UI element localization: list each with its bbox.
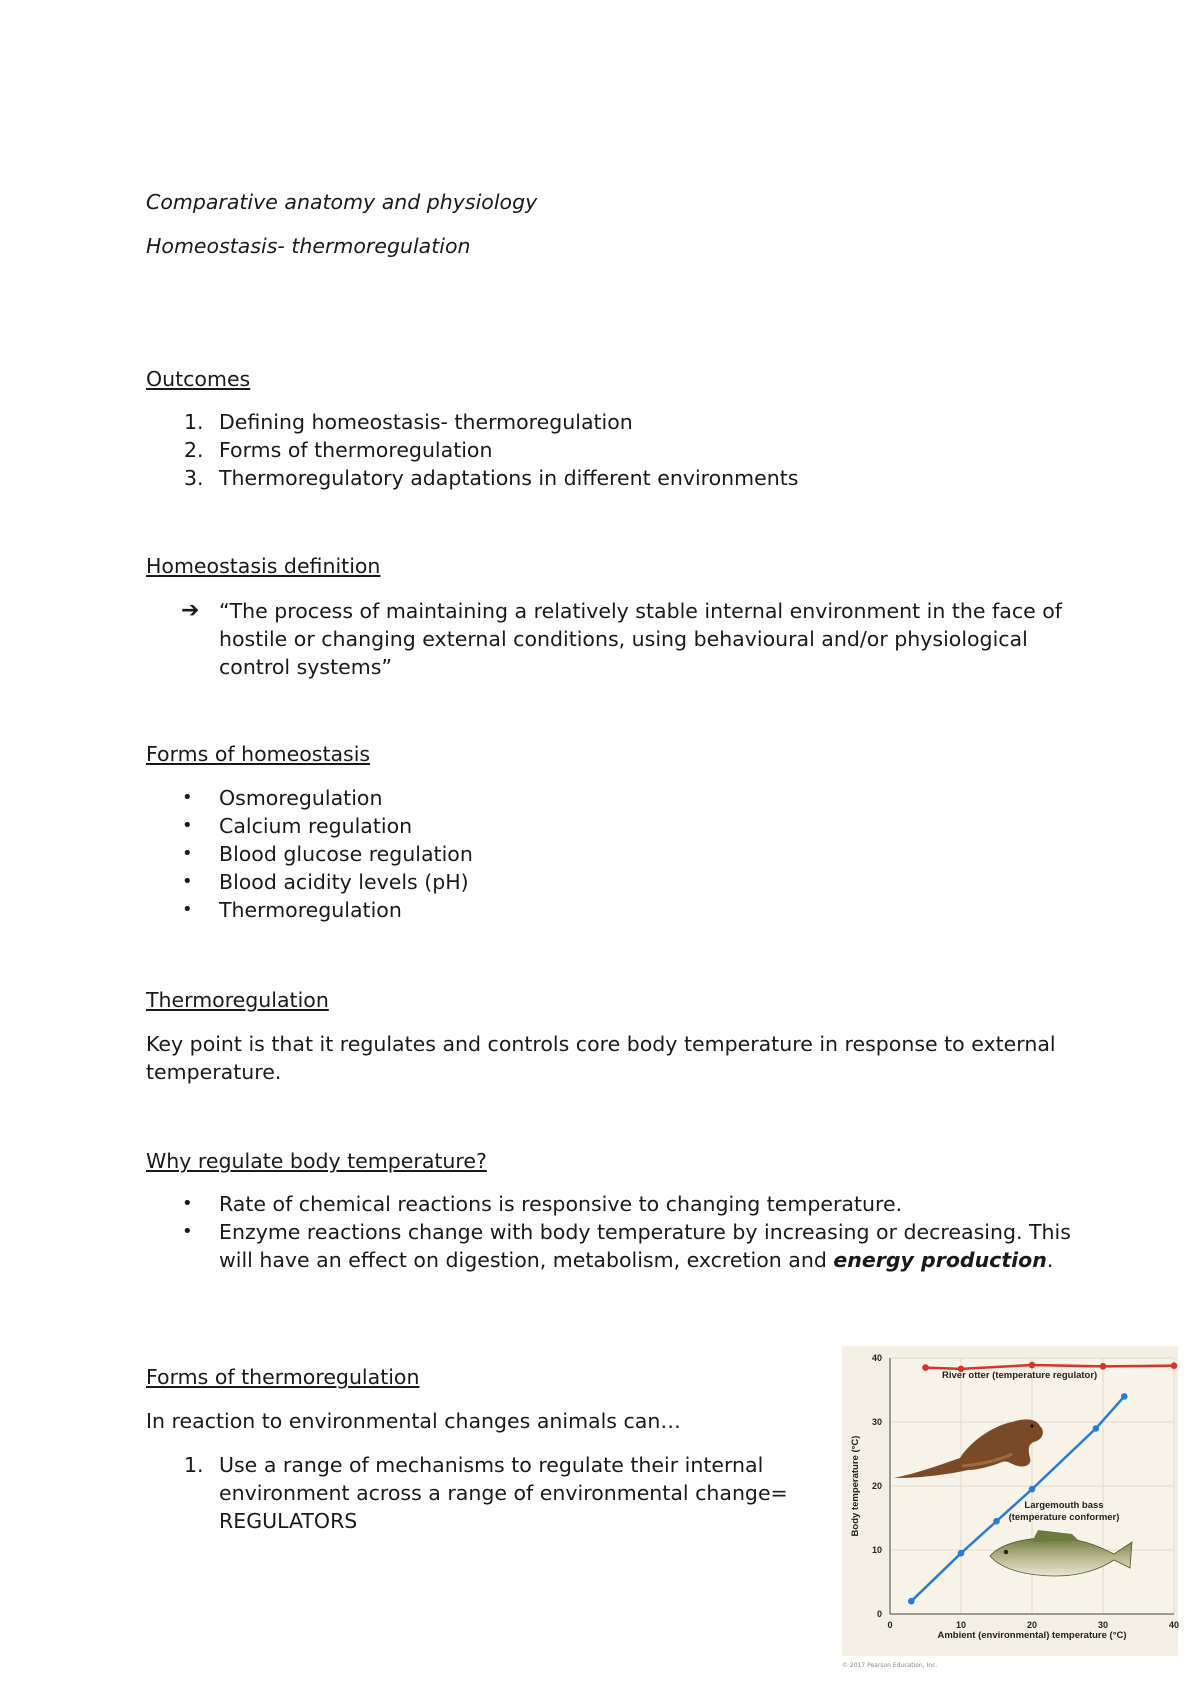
outcomes-heading: Outcomes [146,367,251,391]
list-number: 2. [184,438,204,462]
thermoregulation-body: Key point is that it regulates and controls core body temperature in response to external temperature. [146,1032,1056,1084]
forms-thermo-intro: In reaction to environmental changes animals can… [146,1409,681,1433]
bullet-icon: • [182,1221,193,1242]
list-item-text: Blood acidity levels (pH) [219,870,469,894]
definition-heading: Homeostasis definition [146,554,381,578]
bullet-icon: • [182,899,193,920]
bullet-icon: • [182,1193,193,1214]
figure-credit: © 2017 Pearson Education, Inc. [842,1662,938,1669]
annotation-bass-line2: (temperature conformer) [1008,1512,1120,1523]
list-item-text: Thermoregulation [219,898,402,922]
data-point [1100,1363,1107,1370]
forms-thermo-list [146,1451,826,1535]
x-tick-label: 20 [1026,1620,1038,1630]
list-item-text: Blood glucose regulation [219,842,473,866]
list-item-text: Calcium regulation [219,814,413,838]
data-point [922,1364,929,1371]
data-point [1171,1362,1178,1369]
annotation-bass-line1: Largemouth bass [1024,1500,1104,1511]
x-tick-label: 0 [887,1620,893,1630]
list-item [146,1190,1076,1218]
forms-homeostasis-list [146,784,473,924]
y-tick-label: 20 [871,1481,882,1491]
list-item-text: Thermoregulatory adaptations in different environments [219,466,799,490]
data-point [1029,1362,1036,1369]
list-item [146,868,473,896]
arrow-icon: ➔ [181,598,200,623]
list-item-text: Osmoregulation [219,786,383,810]
temperature-chart-figure [842,1346,1178,1656]
list-item-text: Rate of chemical reactions is responsive to changing temperature. [219,1192,903,1216]
x-axis-label: Ambient (environmental) temperature (°C) [937,1630,1127,1641]
list-item [146,840,473,868]
list-item [146,408,798,436]
y-tick-label: 40 [871,1353,882,1363]
why-heading: Why regulate body temperature? [146,1149,487,1173]
data-point [1121,1393,1128,1400]
list-item [146,436,798,464]
list-number: 3. [184,466,204,490]
emphasis-text: energy production [833,1248,1047,1272]
temperature-chart [842,1346,1178,1656]
data-point [1029,1486,1036,1493]
list-number: 1. [184,410,204,434]
document-subtitle: Homeostasis- thermoregulation [146,234,471,258]
list-item [146,1218,1076,1274]
x-tick-label: 40 [1168,1620,1180,1630]
definition-quote: “The process of maintaining a relatively stable internal environment in the face of hostile or changing external conditions, using behavioural and/or physiological control systems” [219,599,1062,679]
y-axis-label: Body temperature (°C) [850,1435,861,1537]
list-item [146,896,473,924]
list-item-text: . [1046,1248,1054,1272]
y-tick-label: 30 [871,1417,882,1427]
list-item [146,812,473,840]
thermoregulation-heading: Thermoregulation [146,988,329,1012]
y-tick-label: 10 [871,1545,882,1555]
bullet-icon: • [182,787,193,808]
list-item [146,784,473,812]
data-point [908,1598,915,1605]
list-item-text: Defining homeostasis- thermoregulation [219,410,633,434]
list-item-text: Enzyme reactions change with body temperature by increasing or decreasing. This will have an effect on digestion, metabolism, excretion and [219,1220,1071,1272]
data-point [993,1518,1000,1525]
outcomes-list [146,408,798,492]
list-number: 1. [184,1453,204,1477]
x-tick-label: 10 [955,1620,967,1630]
data-point [958,1550,965,1557]
list-item-text: Forms of thermoregulation [219,438,493,462]
list-item [146,1451,826,1535]
bullet-icon: • [182,843,193,864]
list-item-text: Use a range of mechanisms to regulate their internal environment across a range of environmental change= REGULATORS [219,1453,788,1533]
why-list [146,1190,1076,1274]
data-point [1093,1425,1100,1432]
x-tick-label: 30 [1097,1620,1109,1630]
list-item [146,464,798,492]
annotation-river-otter: River otter (temperature regulator) [942,1370,1098,1381]
document-title: Comparative anatomy and physiology [146,190,538,214]
bullet-icon: • [182,815,193,836]
forms-thermo-heading: Forms of thermoregulation [146,1365,420,1389]
y-tick-label: 0 [876,1609,882,1619]
definition-quote-item [146,597,1076,681]
forms-homeostasis-heading: Forms of homeostasis [146,742,371,766]
bullet-icon: • [182,871,193,892]
